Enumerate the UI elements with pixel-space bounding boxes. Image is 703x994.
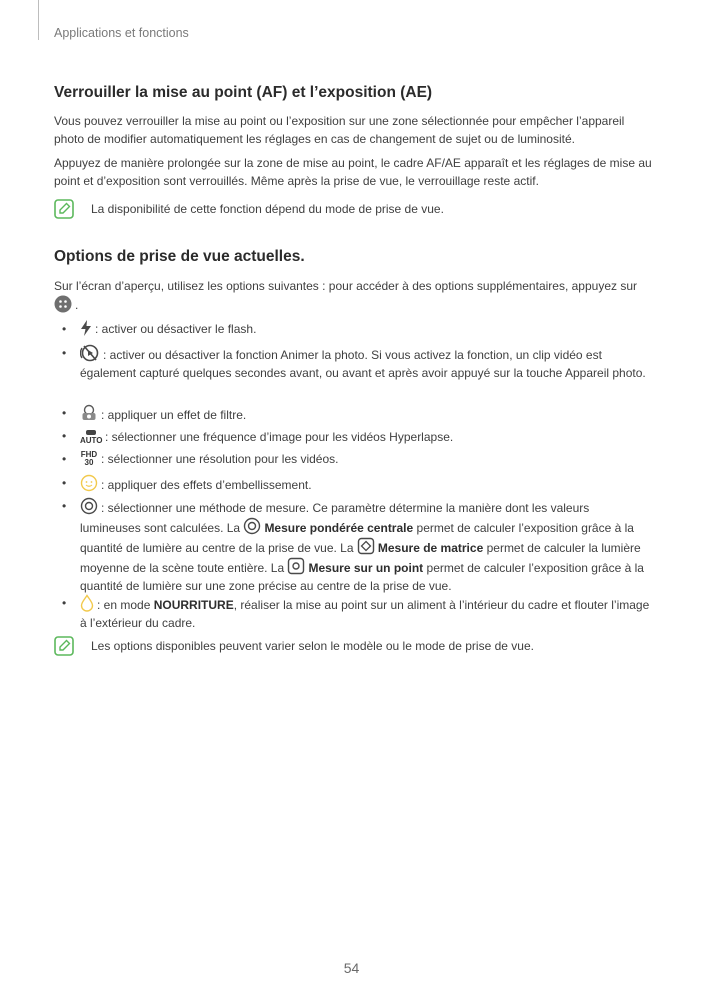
food-mode-label: NOURRITURE xyxy=(153,598,234,612)
margin-rule xyxy=(38,0,39,40)
video-resolution-icon xyxy=(80,451,98,467)
metering-matrix-desc: permet de calculer la lumière moyenne de la scène toute entière. La xyxy=(80,541,641,575)
bullet: • xyxy=(62,596,67,610)
section1-paragraph-2: Appuyez de manière prolongée sur la zone de mise au point, le cadre AF/AE apparaît et les réglages de mise au point et d’exposition sont verrouillés. Même après la prise de vue, le verrouillage reste actif. xyxy=(54,156,652,188)
resolution-label-bottom: 30 xyxy=(84,458,94,467)
note-1 xyxy=(54,199,654,221)
filter-icon xyxy=(80,404,98,422)
note-icon xyxy=(54,199,74,219)
metering-intro-text: : sélectionner une méthode de mesure. Ce paramètre détermine la manière dont les valeurs lumineuses sont calculées. La xyxy=(80,501,590,535)
item-frame-rate xyxy=(80,427,650,446)
bullet: • xyxy=(62,452,67,466)
bullet: • xyxy=(62,346,67,360)
center-weighted-icon xyxy=(243,517,261,535)
note-2 xyxy=(54,636,654,658)
item-food xyxy=(80,594,650,632)
section-header: Applications et fonctions xyxy=(54,26,189,40)
metering-spot-label: Mesure sur un point xyxy=(308,561,424,575)
item-motion-photo xyxy=(80,344,650,382)
page-number: 54 xyxy=(343,960,360,976)
hyperlapse-auto-icon xyxy=(80,427,102,445)
item-frame-rate-text: : sélectionner une fréquence d’image pour les vidéos Hyperlapse. xyxy=(105,430,454,444)
item-filter-text: : appliquer un effet de filtre. xyxy=(101,408,247,422)
bullet: • xyxy=(62,476,67,490)
bullet: • xyxy=(62,406,67,420)
fps-label: AUTO xyxy=(80,436,103,445)
metering-spot-desc: permet de calculer l’exposition grâce à la quantité de lumière sur une zone précise au centre de la prise de vue. xyxy=(80,561,644,593)
bullet: • xyxy=(62,322,67,336)
bullet: • xyxy=(62,429,67,443)
item-beauty-text: : appliquer des effets d’embellissement. xyxy=(101,478,312,492)
metering-center-label: Mesure pondérée centrale xyxy=(264,521,414,535)
item-motion-photo-text: : activer ou désactiver la fonction Animer la photo. Si vous activez la fonction, un clip vidéo est également capturé quelques secondes avant, ou avant et après avoir appuyé sur la touche Appareil photo. xyxy=(80,348,646,380)
item-metering xyxy=(80,497,650,595)
more-options-icon xyxy=(54,295,72,313)
note-icon xyxy=(54,636,74,656)
section1-title: Verrouiller la mise au point (AF) et l’exposition (AE) xyxy=(54,84,433,101)
section2-intro xyxy=(54,277,654,314)
metering-icon xyxy=(80,497,98,515)
item-beauty xyxy=(80,474,650,494)
section2-intro-text: Sur l’écran d’aperçu, utilisez les options suivantes : pour accéder à des options supplémentaires, appuyez sur xyxy=(54,279,637,293)
section1-paragraph-1: Vous pouvez verrouiller la mise au point ou l’exposition sur une zone sélectionnée pour empêcher l’appareil photo de modifier automatiquement les réglages en cas de changement de sujet ou de luminosité. xyxy=(54,114,625,146)
resolution-label-top: FHD xyxy=(80,450,98,459)
item-food-text-pre: : en mode xyxy=(97,598,151,612)
note-2-text: Les options disponibles peuvent varier selon le modèle ou le mode de prise de vue. xyxy=(91,639,534,653)
section2-intro-end: . xyxy=(75,298,79,312)
metering-center-desc: permet de calculer l’exposition grâce à la quantité de lumière au centre de la prise de vue. La xyxy=(80,521,634,555)
beauty-face-icon xyxy=(80,474,98,492)
flash-icon xyxy=(80,320,92,336)
bullet: • xyxy=(62,499,67,513)
item-flash xyxy=(80,320,650,338)
note-1-text: La disponibilité de cette fonction dépend du mode de prise de vue. xyxy=(91,202,444,216)
item-food-text-post: , réaliser la mise au point sur un aliment à l’intérieur du cadre et flouter l’image à l’extérieur du cadre. xyxy=(80,598,650,630)
item-filter xyxy=(80,404,650,424)
matrix-icon xyxy=(357,537,375,555)
item-resolution xyxy=(80,450,650,468)
section2-title: Options de prise de vue actuelles. xyxy=(54,248,305,265)
metering-matrix-label: Mesure de matrice xyxy=(377,541,484,555)
motion-photo-off-icon xyxy=(80,344,100,362)
item-resolution-text: : sélectionner une résolution pour les vidéos. xyxy=(101,452,339,466)
food-focus-icon xyxy=(80,594,94,612)
item-flash-text: : activer ou désactiver le flash. xyxy=(95,322,257,336)
spot-icon xyxy=(287,557,305,575)
